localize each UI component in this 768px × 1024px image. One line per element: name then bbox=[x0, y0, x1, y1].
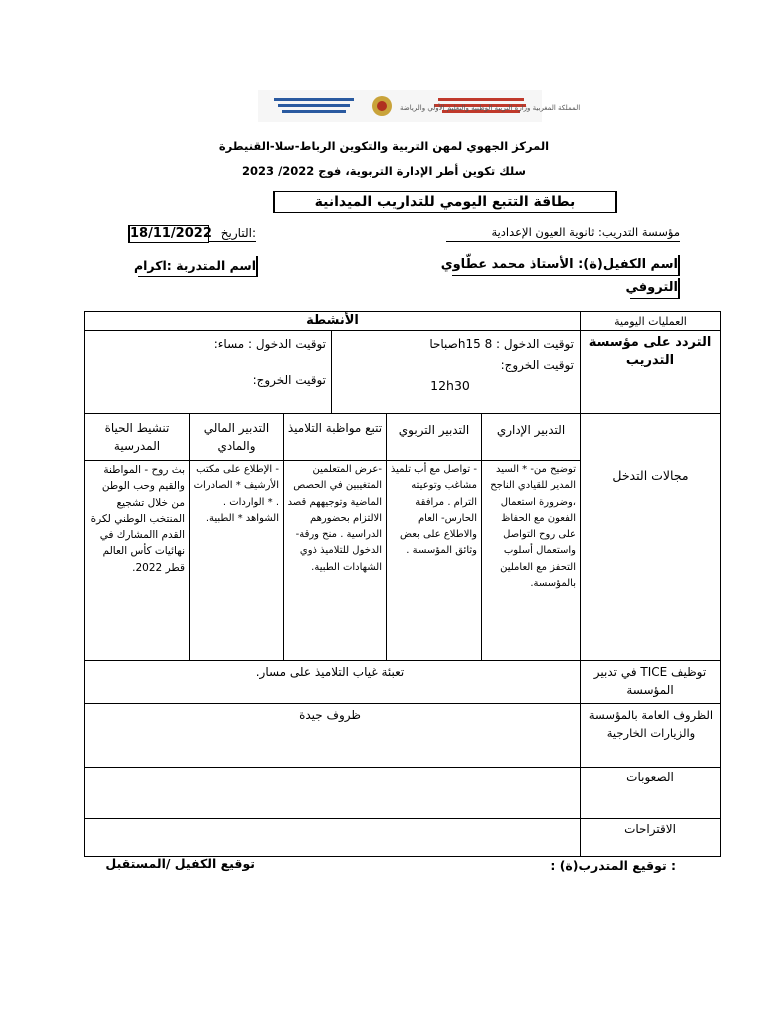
domain-header-school-life: تنشيط الحياة المدرسية bbox=[104, 421, 170, 453]
morning-entry: توقيت الدخول : 8 h15صباحا bbox=[429, 337, 574, 351]
supervisor-name-cont: التروفي bbox=[630, 278, 680, 299]
activities-header: الأنشطة bbox=[306, 313, 359, 328]
tice-label: توظيف TICE في تدبير المؤسسة bbox=[593, 665, 707, 697]
domain-content-school-life: بث روح - المواطنة والقيم وحب الوطن من خلال تشجيع المنتخب الوطني لكرة القدم االمشارك في نهائيات كأس العالم قطر 2022. bbox=[90, 464, 185, 574]
difficulties-label: الصعوبات bbox=[626, 770, 674, 784]
domain-header-pedagogical: التدبير التربوي bbox=[398, 423, 470, 437]
trainee-name: اسم المتدربة :اكرام bbox=[138, 256, 258, 277]
domain-header-attendance: تتبع مواظبة التلاميذ bbox=[287, 421, 383, 435]
date-value: 18/11/2022 bbox=[130, 226, 212, 241]
institution-field: مؤسسة التدريب: ثانوية العيون الإعدادية bbox=[446, 225, 680, 242]
attendance-label: التردد على مؤسسة التدريب bbox=[588, 335, 712, 368]
domain-content-admin: توضيح من- * السيد المدير للقيادي الناجح ،وضرورة استعمال الفعون مع الحفاظ على روح التواصل واستعمال أسلوب التحفز مع العاملين بالمؤسسة. bbox=[490, 464, 576, 590]
supervisor-signature-label: توقيع الكفيل /المستقبل bbox=[105, 856, 255, 871]
tice-value: تعبئة غياب التلاميذ على مسار. bbox=[255, 665, 405, 679]
morning-exit: توقيت الخروج: bbox=[500, 358, 574, 372]
ministry-logo bbox=[258, 90, 581, 122]
intervention-label: مجالات التدخل bbox=[612, 468, 689, 483]
supervisor-name: اسم الكفيل(ة): الأستاذ محمد عطّاوي bbox=[452, 255, 680, 276]
date-label: التاريخ: bbox=[208, 225, 256, 242]
morning-exit-time: 12h30 bbox=[430, 378, 470, 393]
domain-content-pedagogical: - تواصل مع أب تلميذ مشاغب وتوعيته الترام . مرافقة الحارس- العام والاطلاع على بعض وثائق المؤسسة . bbox=[390, 464, 477, 557]
suggestions-label: الاقتراحات bbox=[624, 822, 676, 836]
domain-header-financial: التدبير المالي والمادي bbox=[203, 421, 270, 453]
conditions-label: الظروف العامة بالمؤسسة والزيارات الخارجية bbox=[588, 708, 714, 740]
evening-entry: توقيت الدخول : مساء: bbox=[213, 337, 326, 351]
conditions-value: ظروف جيدة bbox=[299, 708, 361, 722]
daily-ops-header: العمليات اليومية bbox=[614, 315, 687, 328]
logo-text: المملكة المغربية وزارة التربية الوطنية والتعليم الأولي والرياضة bbox=[400, 104, 581, 112]
domain-header-admin: التدبير الإداري bbox=[496, 423, 566, 437]
trainee-signature-label: : توقيع المتدرب(ة) : bbox=[550, 858, 676, 873]
program-name: سلك تكوين أطر الإدارة التربوية، فوج 2022/ 2023 bbox=[242, 164, 526, 178]
card-title: بطاقة التتبع اليومي للتداريب الميدانية bbox=[273, 191, 617, 213]
domain-content-financial: - الإطلاع على مكتب الأرشيف * الصادرات . * الواردات . الشواهد * الطبية. bbox=[193, 464, 279, 524]
center-name: المركز الجهوي لمهن التربية والتكوين الرباط-سلا-القنيطرة bbox=[218, 139, 550, 153]
evening-exit: توقيت الخروج: bbox=[252, 373, 326, 387]
domain-content-attendance: -عرض المتعلمين المتغيبين في الحصص الماضية وتوجيههم قصد الالتزام بحضورهم الدراسية . منح ورقة- الدخول للتلاميذ ذوي الشهادات الطبية. bbox=[287, 464, 382, 573]
